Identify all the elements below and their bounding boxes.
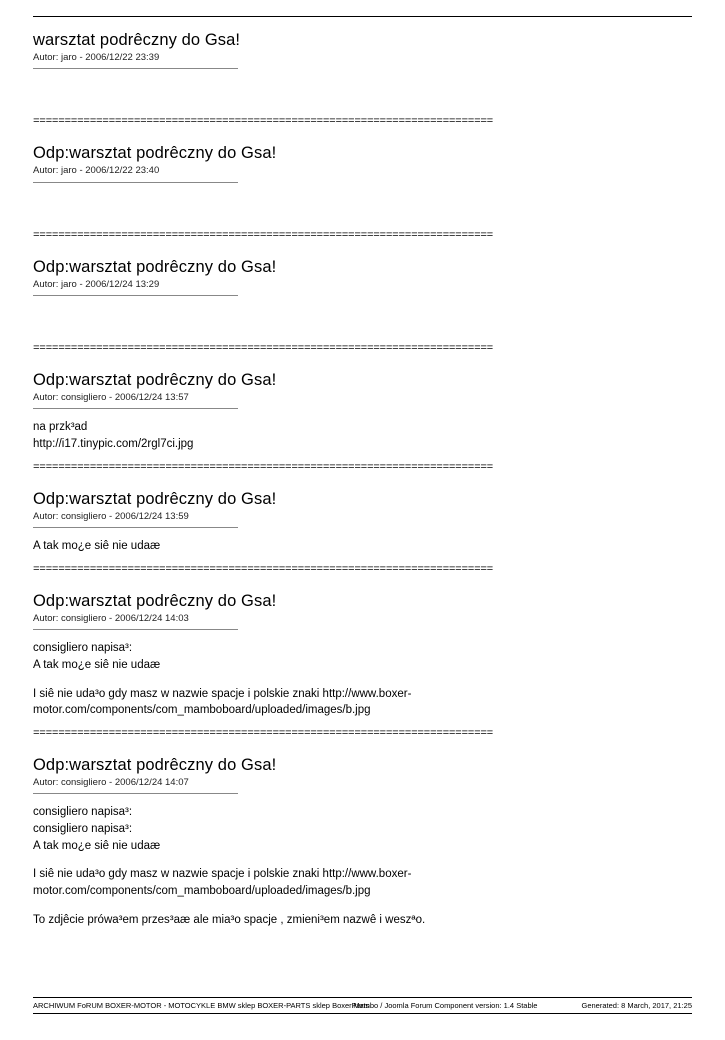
forum-post [33,371,692,453]
post-meta: Autor: jaro - 2006/12/24 13:29 [33,278,160,290]
footer-archive-label: ARCHIWUM FoRUM BOXER-MOTOR - MOTOCYKLE BMW sklep BOXER-PARTS sklep BoxerParts [33,1001,370,1010]
post-separator: ========================================================================= [33,462,493,474]
post-spacer [33,474,692,490]
post-quote-author: consigliero napisa³: [33,642,133,655]
forum-post [33,490,692,555]
post-title: Odp:warsztat podrêczny do Gsa! [33,371,277,390]
post-spacer [33,296,692,344]
post-spacer [33,242,692,258]
document-page [0,16,725,1040]
post-quote-text: A tak mo¿e siê nie udaæ [33,839,161,852]
post-separator: ========================================================================= [33,117,493,129]
post-body-line: I siê nie uda³o gdy masz w nazwie spacje i polskie znaki http://www.boxer-motor.com/components/com_mamboboard/uploaded/images/b.jpg [33,868,412,897]
post-body [33,419,692,452]
post-title: Odp:warsztat podrêczny do Gsa! [33,755,277,774]
post-meta-divider [33,408,238,409]
post-spacer [33,183,692,231]
footer-generated-timestamp: Generated: 8 March, 2017, 21:25 [581,1001,692,1010]
post-spacer [33,69,692,117]
footer-component-version: Mambo / Joomla Forum Component version: 1.4 Stable [353,1001,538,1010]
post-meta-divider [33,793,238,794]
post-meta: Autor: consigliero - 2006/12/24 13:57 [33,392,189,404]
post-meta: Autor: consigliero - 2006/12/24 13:59 [33,510,189,522]
forum-post [33,592,692,719]
post-title: warsztat podrêczny do Gsa! [33,31,241,49]
post-body-line: I siê nie uda³o gdy masz w nazwie spacje i polskie znaki http://www.boxer-motor.com/components/com_mamboboard/uploaded/images/b.jpg [33,687,412,717]
post-body-link: http://i17.tinypic.com/2rgl7ci.jpg [33,438,194,451]
post-title: Odp:warsztat podrêczny do Gsa! [33,591,277,610]
post-spacer [33,355,692,371]
post-title: Odp:warsztat podrêczny do Gsa! [33,489,277,508]
post-quote-author-nested: consigliero napisa³: [33,822,133,835]
post-meta: Autor: jaro - 2006/12/22 23:39 [33,51,160,63]
post-body-line: To zdjêcie prówa³em przes³aæ ale mia³o spacje , zmieni³em nazwê i weszªo. [33,913,426,926]
page-footer [33,997,692,1014]
post-spacer [33,555,692,565]
post-body [33,640,692,719]
forum-post [33,258,692,296]
post-spacer [33,576,692,592]
post-spacer [33,453,692,463]
post-spacer [33,128,692,144]
post-title: Odp:warsztat podrêczny do Gsa! [33,257,277,276]
post-meta: Autor: consigliero - 2006/12/24 14:07 [33,776,189,788]
document-content [33,17,692,928]
post-meta-divider [33,527,238,528]
post-meta: Autor: jaro - 2006/12/22 23:40 [33,165,160,177]
forum-post [33,144,692,182]
post-meta: Autor: consigliero - 2006/12/24 14:03 [33,612,189,624]
post-body [33,804,692,928]
post-meta-divider [33,629,238,630]
post-spacer [33,719,692,729]
post-quote-author: consigliero napisa³: [33,806,133,819]
post-separator: ========================================================================= [33,564,493,576]
post-body-line: na przk³ad [33,421,88,434]
post-quote-text: A tak mo¿e siê nie udaæ [33,658,161,671]
post-separator: ========================================================================= [33,230,493,242]
forum-post [33,756,692,928]
post-separator: ========================================================================= [33,344,493,356]
post-body [33,538,692,555]
forum-post [33,31,692,69]
post-title: Odp:warsztat podrêczny do Gsa! [33,144,277,163]
post-separator: ========================================================================= [33,728,493,740]
post-body-line: A tak mo¿e siê nie udaæ [33,540,161,553]
post-spacer [33,740,692,756]
